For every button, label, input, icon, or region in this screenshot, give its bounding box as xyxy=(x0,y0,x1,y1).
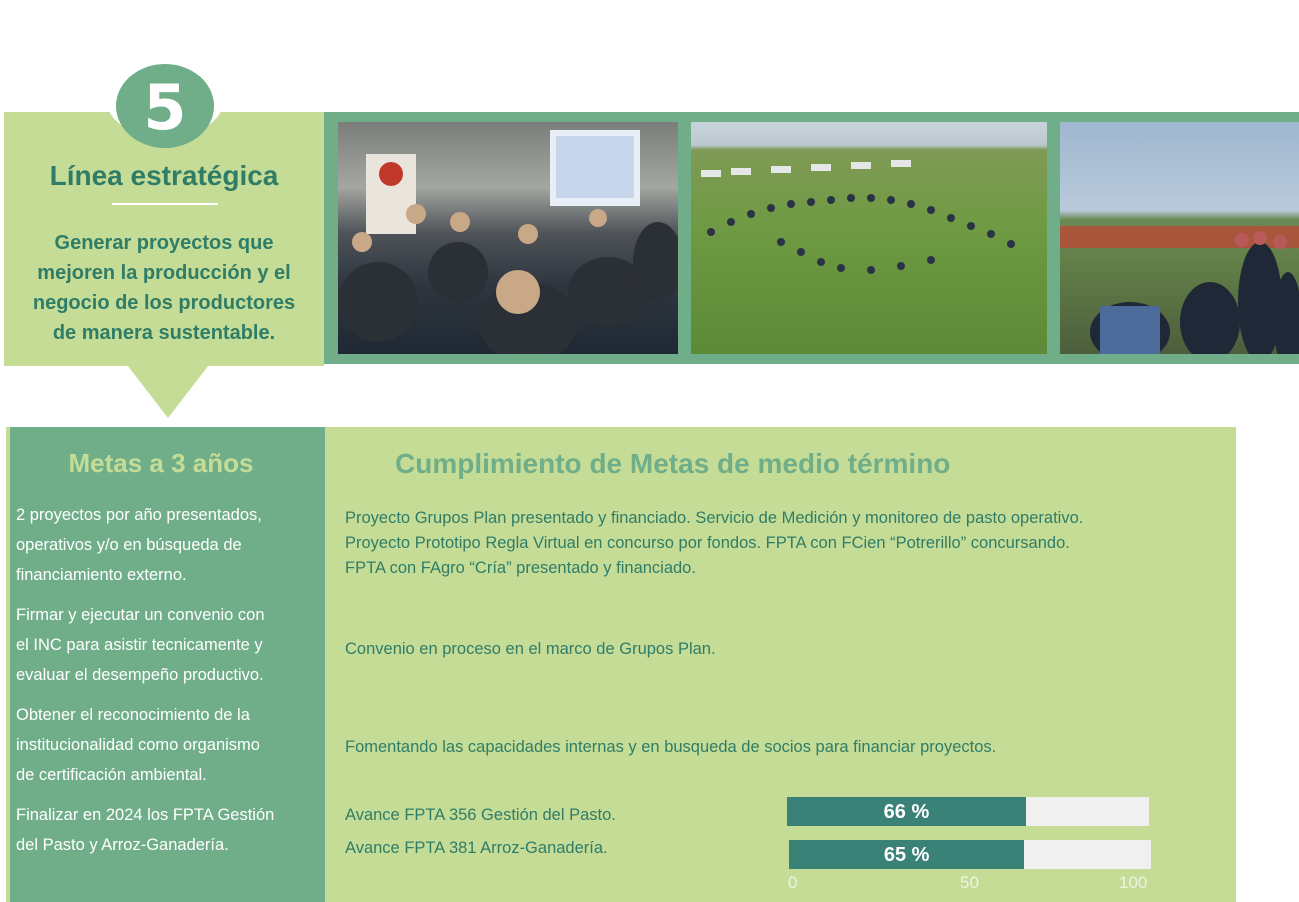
cumplimiento-line: Fomentando las capacidades internas y en busqueda de socios para financiar proyectos. xyxy=(345,738,997,756)
linea-description-line: Generar proyectos que xyxy=(54,232,274,254)
progress-bar-fpta-356 xyxy=(787,797,1149,826)
photo-field-illustration xyxy=(691,122,1047,354)
meta-item xyxy=(16,500,320,590)
progress-fill-fpta-356: 66 % xyxy=(787,797,1026,826)
meta-line: 2 proyectos por año presentados, xyxy=(16,506,262,524)
cumplimiento-item xyxy=(345,735,996,760)
meta-line: operativos y/o en búsqueda de xyxy=(16,536,242,554)
meta-item xyxy=(16,600,320,690)
cumplimiento-title: Cumplimiento de Metas de medio término xyxy=(395,448,951,479)
meta-line: el INC para asistir tecnicamente y xyxy=(16,636,263,654)
axis-label-100: 100 xyxy=(1119,873,1148,892)
metas-title: Metas a 3 años xyxy=(68,448,254,478)
meta-line: del Pasto y Arroz-Ganadería. xyxy=(16,836,229,854)
linea-description xyxy=(14,228,314,348)
meta-line: Obtener el reconocimiento de la xyxy=(16,706,250,724)
photo-cattle xyxy=(1060,122,1299,354)
progress-label-fpta-356: Avance FPTA 356 Gestión del Pasto. xyxy=(345,806,616,824)
cumplimiento-line: Proyecto Prototipo Regla Virtual en concurso por fondos. FPTA con FCien “Potrerillo” concursando. xyxy=(345,534,1070,552)
cumplimiento-panel xyxy=(325,427,1236,902)
photo-meeting-illustration xyxy=(338,122,678,354)
meta-line: de certificación ambiental. xyxy=(16,766,207,784)
meta-line: Firmar y ejecutar un convenio con xyxy=(16,606,265,624)
axis-label-50: 50 xyxy=(960,873,979,892)
linea-description-line: negocio de los productores xyxy=(32,292,296,314)
progress-label-fpta-381: Avance FPTA 381 Arroz-Ganadería. xyxy=(345,839,608,857)
meta-line: institucionalidad como organismo xyxy=(16,736,260,754)
cumplimiento-line: Proyecto Grupos Plan presentado y financiado. Servicio de Medición y monitoreo de pasto operativo. xyxy=(345,509,1084,527)
linea-description-line: mejoren la producción y el xyxy=(37,262,291,284)
meta-line: evaluar el desempeño productivo. xyxy=(16,666,264,684)
cumplimiento-line: FPTA con FAgro “Cría” presentado y financiado. xyxy=(345,559,696,577)
linea-description-line: de manera sustentable. xyxy=(52,322,276,344)
cumplimiento-item xyxy=(345,637,716,662)
meta-line: Finalizar en 2024 los FPTA Gestión xyxy=(16,806,275,824)
cumplimiento-item xyxy=(345,506,1083,581)
meta-item xyxy=(16,700,320,790)
divider xyxy=(112,203,218,205)
axis-label-0: 0 xyxy=(788,873,798,892)
linea-panel-pointer xyxy=(128,366,208,418)
linea-title: Línea estratégica xyxy=(49,160,279,191)
meta-line: financiamiento externo. xyxy=(16,566,187,584)
photo-cattle-illustration xyxy=(1060,122,1299,354)
photo-meeting xyxy=(338,122,678,354)
progress-fill-fpta-381: 65 % xyxy=(789,840,1024,869)
meta-item xyxy=(16,800,320,860)
cumplimiento-line: Convenio en proceso en el marco de Grupos Plan. xyxy=(345,640,716,658)
photo-field-group xyxy=(691,122,1047,354)
progress-bar-fpta-381 xyxy=(789,840,1151,869)
number-badge: 5 xyxy=(116,64,214,148)
